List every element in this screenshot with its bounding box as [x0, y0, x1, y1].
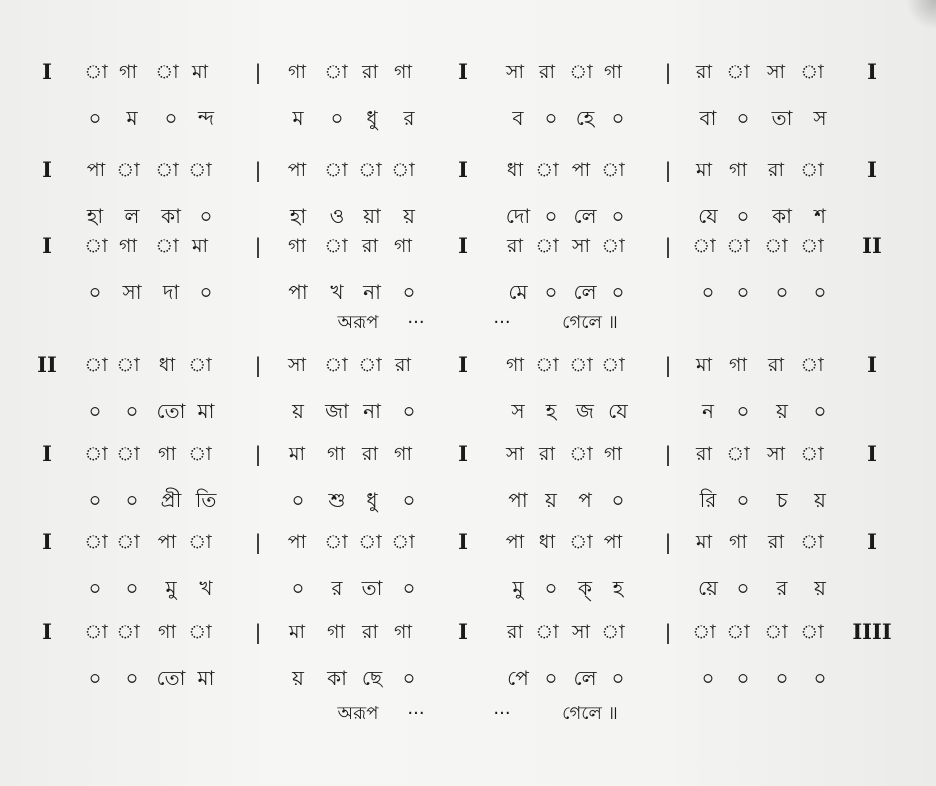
- swara-note: া: [188, 354, 212, 376]
- lyric-syllable: হে: [575, 106, 595, 130]
- lyric-syllable: ০: [291, 488, 305, 512]
- lyric-syllable: ০: [701, 280, 715, 304]
- lyric-syllable: ০: [402, 576, 416, 600]
- lyric-syllable: ও: [329, 204, 345, 228]
- swara-note: া: [116, 443, 140, 465]
- lyric-syllable: ল: [124, 204, 140, 228]
- lyric-syllable: ০: [736, 576, 750, 600]
- lyric-syllable: ০: [199, 280, 213, 304]
- swara-note: া: [800, 621, 824, 643]
- swara-note: গা: [158, 443, 176, 465]
- ellipsis: ···: [493, 703, 511, 724]
- swara-note: রা: [696, 61, 712, 83]
- swara-note: সা: [571, 235, 591, 257]
- swara-note: সা: [287, 354, 307, 376]
- swara-note: া: [692, 235, 716, 257]
- notation-row: [0, 232, 936, 260]
- swara-note: া: [324, 354, 348, 376]
- lyric-syllable: দো: [505, 204, 531, 228]
- lyric-syllable: ০: [544, 666, 558, 690]
- swara-note: া: [535, 621, 559, 643]
- swara-note: া: [188, 443, 212, 465]
- page-corner-shadow: [906, 0, 936, 30]
- lyric-syllable: হা: [289, 204, 307, 228]
- swara-note: মা: [695, 354, 713, 376]
- swara-note: রা: [362, 235, 378, 257]
- lyric-syllable: য়: [403, 204, 415, 228]
- swara-note: া: [84, 443, 108, 465]
- beat-divider: |: [664, 620, 672, 644]
- lyric-syllable: লে: [573, 280, 597, 304]
- lyric-syllable: পা: [508, 488, 528, 512]
- lyric-syllable: ০: [611, 204, 625, 228]
- lyric-syllable: য়: [292, 399, 304, 423]
- lyric-syllable: পে: [507, 666, 529, 690]
- swara-note: া: [800, 354, 824, 376]
- lyric-syllable: তা: [361, 576, 383, 600]
- lyric-syllable: ০: [736, 666, 750, 690]
- lyric-syllable: ০: [544, 204, 558, 228]
- beat-divider: |: [254, 60, 262, 84]
- swara-note: রা: [539, 61, 555, 83]
- swara-note: া: [800, 235, 824, 257]
- bar-line: I: [458, 233, 468, 258]
- lyric-syllable: দা: [162, 280, 180, 304]
- swara-note: া: [764, 235, 788, 257]
- swara-note: া: [155, 159, 179, 181]
- lyric-syllable: ০: [544, 576, 558, 600]
- swara-note: া: [188, 621, 212, 643]
- lyric-syllable: ০: [330, 106, 344, 130]
- lyric-syllable: কা: [161, 204, 181, 228]
- bar-line: I: [458, 59, 468, 84]
- lyric-syllable: ০: [813, 666, 827, 690]
- swara-note: রা: [362, 61, 378, 83]
- swara-note: া: [391, 159, 415, 181]
- swara-note: া: [800, 61, 824, 83]
- swara-note: ধা: [506, 159, 524, 181]
- swara-note: রা: [395, 354, 411, 376]
- swara-note: পা: [505, 531, 525, 553]
- lyric-syllable: ০: [813, 280, 827, 304]
- swara-note: া: [764, 621, 788, 643]
- notation-row: [0, 618, 936, 646]
- swara-note: গা: [394, 235, 412, 257]
- bar-line: I: [458, 619, 468, 644]
- swara-note: গা: [119, 235, 137, 257]
- lyric-syllable: ০: [88, 106, 102, 130]
- lyric-syllable: ০: [88, 666, 102, 690]
- lyric-syllable: ম: [292, 106, 304, 130]
- swara-note: া: [155, 61, 179, 83]
- refrain-line: [0, 700, 936, 728]
- swara-note: া: [324, 531, 348, 553]
- lyric-syllable: মু: [165, 576, 177, 600]
- lyric-syllable: তো: [156, 666, 186, 690]
- lyric-syllable: য়: [292, 666, 304, 690]
- swara-note: া: [84, 354, 108, 376]
- lyric-syllable: ০: [544, 106, 558, 130]
- lyric-syllable: ০: [736, 399, 750, 423]
- swara-note: া: [692, 621, 716, 643]
- notation-row: [0, 351, 936, 379]
- lyric-syllable: র: [331, 576, 343, 600]
- lyric-syllable: ০: [402, 399, 416, 423]
- swara-note: া: [188, 531, 212, 553]
- bar-line: I: [42, 233, 52, 258]
- swara-note: রা: [539, 443, 555, 465]
- swara-note: া: [84, 621, 108, 643]
- lyric-syllable: ন্দ: [197, 106, 215, 130]
- swara-note: া: [601, 621, 625, 643]
- bar-line: I: [42, 59, 52, 84]
- lyric-syllable: স: [813, 106, 827, 130]
- lyric-syllable: তা: [771, 106, 793, 130]
- swara-note: া: [188, 159, 212, 181]
- lyric-syllable: রি: [699, 488, 717, 512]
- bar-line: I: [458, 352, 468, 377]
- swara-note: া: [84, 531, 108, 553]
- lyric-syllable: প: [578, 488, 592, 512]
- swara-note: গা: [327, 443, 345, 465]
- lyric-syllable: লে: [573, 666, 597, 690]
- lyric-syllable: য়: [814, 488, 826, 512]
- beat-divider: |: [664, 530, 672, 554]
- lyric-syllable: জা: [325, 399, 349, 423]
- swara-note: পা: [287, 159, 307, 181]
- lyric-syllable: প্রী: [160, 488, 182, 512]
- lyric-syllable: না: [363, 399, 381, 423]
- lyric-syllable: বা: [699, 106, 717, 130]
- bar-line: I: [458, 529, 468, 554]
- lyric-syllable: য়া: [363, 204, 381, 228]
- ellipsis: ···: [407, 312, 425, 333]
- swara-note: া: [800, 443, 824, 465]
- lyric-syllable: ০: [736, 488, 750, 512]
- bar-line: I: [42, 157, 52, 182]
- swara-note: মা: [695, 159, 713, 181]
- lyric-syllable: তো: [156, 399, 186, 423]
- lyric-syllable: ০: [125, 666, 139, 690]
- lyric-syllable: ০: [125, 488, 139, 512]
- swara-note: া: [324, 61, 348, 83]
- bar-line: I: [42, 619, 52, 644]
- swara-note: গা: [506, 354, 524, 376]
- refrain-word: গেলে ॥: [562, 312, 618, 333]
- lyric-syllable: পা: [288, 280, 308, 304]
- lyric-syllable: ০: [88, 576, 102, 600]
- lyric-syllable: ন: [702, 399, 714, 423]
- beat-divider: |: [254, 158, 262, 182]
- notation-row: [0, 156, 936, 184]
- lyric-syllable: যে: [698, 204, 718, 228]
- ellipsis: ···: [407, 703, 425, 724]
- swara-note: গা: [604, 443, 622, 465]
- lyric-syllable: ০: [199, 204, 213, 228]
- refrain-line: [0, 309, 936, 337]
- notation-row: [0, 58, 936, 86]
- swara-note: রা: [507, 235, 523, 257]
- lyric-syllable: ব: [512, 106, 524, 130]
- bar-line: I: [867, 529, 877, 554]
- lyric-syllable: না: [363, 280, 381, 304]
- swara-note: া: [726, 443, 750, 465]
- lyric-row: [0, 664, 936, 692]
- refrain-word: অরূপ: [337, 312, 379, 333]
- lyric-syllable: মা: [197, 399, 215, 423]
- lyric-row: [0, 574, 936, 602]
- lyric-syllable: হ: [545, 399, 557, 423]
- lyric-syllable: মু: [512, 576, 524, 600]
- swara-note: রা: [768, 354, 784, 376]
- swara-note: গা: [119, 61, 137, 83]
- lyric-syllable: ধু: [366, 106, 378, 130]
- beat-divider: |: [664, 234, 672, 258]
- lyric-syllable: ০: [291, 576, 305, 600]
- swara-note: গা: [158, 621, 176, 643]
- swara-note: া: [84, 61, 108, 83]
- lyric-syllable: ০: [736, 204, 750, 228]
- lyric-syllable: কা: [327, 666, 347, 690]
- lyric-syllable: হ: [612, 576, 624, 600]
- bar-line: I: [867, 441, 877, 466]
- swara-note: া: [601, 354, 625, 376]
- swara-note: া: [324, 159, 348, 181]
- lyric-syllable: তি: [195, 488, 217, 512]
- beat-divider: |: [254, 530, 262, 554]
- lyric-syllable: ০: [736, 280, 750, 304]
- lyric-syllable: ০: [402, 666, 416, 690]
- bar-line: II: [862, 233, 882, 258]
- lyric-syllable: ০: [88, 280, 102, 304]
- lyric-syllable: য়: [814, 576, 826, 600]
- notation-row: [0, 440, 936, 468]
- lyric-row: [0, 104, 936, 132]
- swara-note: গা: [394, 61, 412, 83]
- beat-divider: |: [664, 442, 672, 466]
- swara-note: া: [569, 443, 593, 465]
- lyric-syllable: ০: [164, 106, 178, 130]
- swara-note: পা: [287, 531, 307, 553]
- swara-note: রা: [362, 443, 378, 465]
- lyric-syllable: ০: [611, 280, 625, 304]
- swara-note: া: [601, 159, 625, 181]
- swara-note: া: [116, 354, 140, 376]
- swara-note: পা: [571, 159, 591, 181]
- lyric-syllable: ০: [544, 280, 558, 304]
- beat-divider: |: [254, 234, 262, 258]
- swara-note: রা: [362, 621, 378, 643]
- swara-note: পা: [157, 531, 177, 553]
- bar-line: I: [458, 157, 468, 182]
- swara-note: া: [84, 235, 108, 257]
- lyric-syllable: ০: [125, 576, 139, 600]
- swara-note: গা: [394, 621, 412, 643]
- swara-note: পা: [603, 531, 623, 553]
- lyric-syllable: ০: [88, 488, 102, 512]
- bar-line: I: [42, 529, 52, 554]
- lyric-syllable: খ: [330, 280, 344, 304]
- lyric-syllable: ০: [125, 399, 139, 423]
- lyric-syllable: ০: [611, 488, 625, 512]
- swara-note: া: [324, 235, 348, 257]
- swara-note: গা: [729, 354, 747, 376]
- swara-note: গা: [729, 159, 747, 181]
- lyric-syllable: র: [403, 106, 415, 130]
- swara-note: া: [535, 354, 559, 376]
- swara-note: রা: [696, 443, 712, 465]
- lyric-syllable: লে: [573, 204, 597, 228]
- refrain-word: গেলে ॥: [562, 703, 618, 724]
- swara-note: সা: [766, 61, 786, 83]
- swara-note: া: [155, 235, 179, 257]
- lyric-syllable: ০: [736, 106, 750, 130]
- lyric-syllable: ম: [126, 106, 138, 130]
- lyric-syllable: ক্: [578, 576, 592, 600]
- notation-row: [0, 528, 936, 556]
- swara-note: মা: [191, 235, 209, 257]
- lyric-syllable: ধু: [366, 488, 378, 512]
- lyric-syllable: মা: [197, 666, 215, 690]
- lyric-syllable: ০: [775, 280, 789, 304]
- swara-note: গা: [394, 443, 412, 465]
- lyric-syllable: ০: [775, 666, 789, 690]
- swara-note: া: [800, 531, 824, 553]
- lyric-syllable: শ: [814, 204, 826, 228]
- bar-line: II: [37, 352, 57, 377]
- beat-divider: |: [254, 620, 262, 644]
- lyric-syllable: ০: [701, 666, 715, 690]
- swara-note: া: [116, 531, 140, 553]
- lyric-syllable: ০: [88, 399, 102, 423]
- swara-note: া: [116, 621, 140, 643]
- swara-note: া: [569, 61, 593, 83]
- lyric-syllable: ০: [611, 106, 625, 130]
- lyric-syllable: জ: [576, 399, 594, 423]
- swara-note: গা: [288, 235, 306, 257]
- lyric-syllable: য়ে: [698, 576, 718, 600]
- swara-note: ধা: [158, 354, 176, 376]
- swara-note: া: [726, 61, 750, 83]
- beat-divider: |: [664, 60, 672, 84]
- swara-note: গা: [288, 61, 306, 83]
- lyric-row: [0, 202, 936, 230]
- lyric-row: [0, 486, 936, 514]
- lyric-syllable: ০: [813, 399, 827, 423]
- swara-note: ধা: [538, 531, 556, 553]
- beat-divider: |: [664, 353, 672, 377]
- swara-note: া: [569, 531, 593, 553]
- swara-note: মা: [191, 61, 209, 83]
- refrain-word: অরূপ: [337, 703, 379, 724]
- swara-note: সা: [571, 621, 591, 643]
- swara-note: মা: [288, 621, 306, 643]
- swara-note: া: [358, 354, 382, 376]
- lyric-syllable: মে: [508, 280, 528, 304]
- swara-note: া: [569, 354, 593, 376]
- lyric-syllable: ছে: [361, 666, 383, 690]
- swara-note: সা: [505, 61, 525, 83]
- swara-note: গা: [604, 61, 622, 83]
- swara-note: া: [391, 531, 415, 553]
- lyric-syllable: ০: [402, 280, 416, 304]
- swara-note: া: [358, 159, 382, 181]
- lyric-row: [0, 397, 936, 425]
- lyric-syllable: য়: [545, 488, 557, 512]
- lyric-syllable: র: [776, 576, 788, 600]
- swara-note: া: [116, 159, 140, 181]
- bar-line: I: [867, 157, 877, 182]
- lyric-syllable: ০: [611, 666, 625, 690]
- lyric-syllable: হা: [86, 204, 104, 228]
- lyric-syllable: কা: [772, 204, 792, 228]
- bar-line: I: [867, 59, 877, 84]
- lyric-syllable: যে: [608, 399, 628, 423]
- swara-note: সা: [505, 443, 525, 465]
- bar-line: I: [458, 441, 468, 466]
- lyric-syllable: খ: [199, 576, 213, 600]
- ellipsis: ···: [493, 312, 511, 333]
- swara-note: া: [535, 235, 559, 257]
- lyric-syllable: ০: [402, 488, 416, 512]
- swara-note: া: [800, 159, 824, 181]
- swara-note: মা: [288, 443, 306, 465]
- swara-note: গা: [729, 531, 747, 553]
- swara-note: সা: [766, 443, 786, 465]
- swara-note: রা: [768, 531, 784, 553]
- swara-note: রা: [768, 159, 784, 181]
- lyric-syllable: চ: [776, 488, 788, 512]
- swara-note: পা: [86, 159, 106, 181]
- swara-note: গা: [327, 621, 345, 643]
- swara-note: া: [535, 159, 559, 181]
- swara-note: মা: [695, 531, 713, 553]
- swara-note: া: [358, 531, 382, 553]
- bar-line: I: [867, 352, 877, 377]
- beat-divider: |: [254, 353, 262, 377]
- lyric-syllable: শু: [328, 488, 346, 512]
- bar-line: I: [42, 441, 52, 466]
- lyric-row: [0, 278, 936, 306]
- lyric-syllable: স: [511, 399, 525, 423]
- swara-note: রা: [507, 621, 523, 643]
- beat-divider: |: [664, 158, 672, 182]
- swara-note: া: [726, 235, 750, 257]
- swara-note: া: [601, 235, 625, 257]
- beat-divider: |: [254, 442, 262, 466]
- lyric-syllable: য়: [776, 399, 788, 423]
- swara-note: া: [726, 621, 750, 643]
- lyric-syllable: সা: [122, 280, 142, 304]
- bar-line: IIII: [852, 619, 892, 644]
